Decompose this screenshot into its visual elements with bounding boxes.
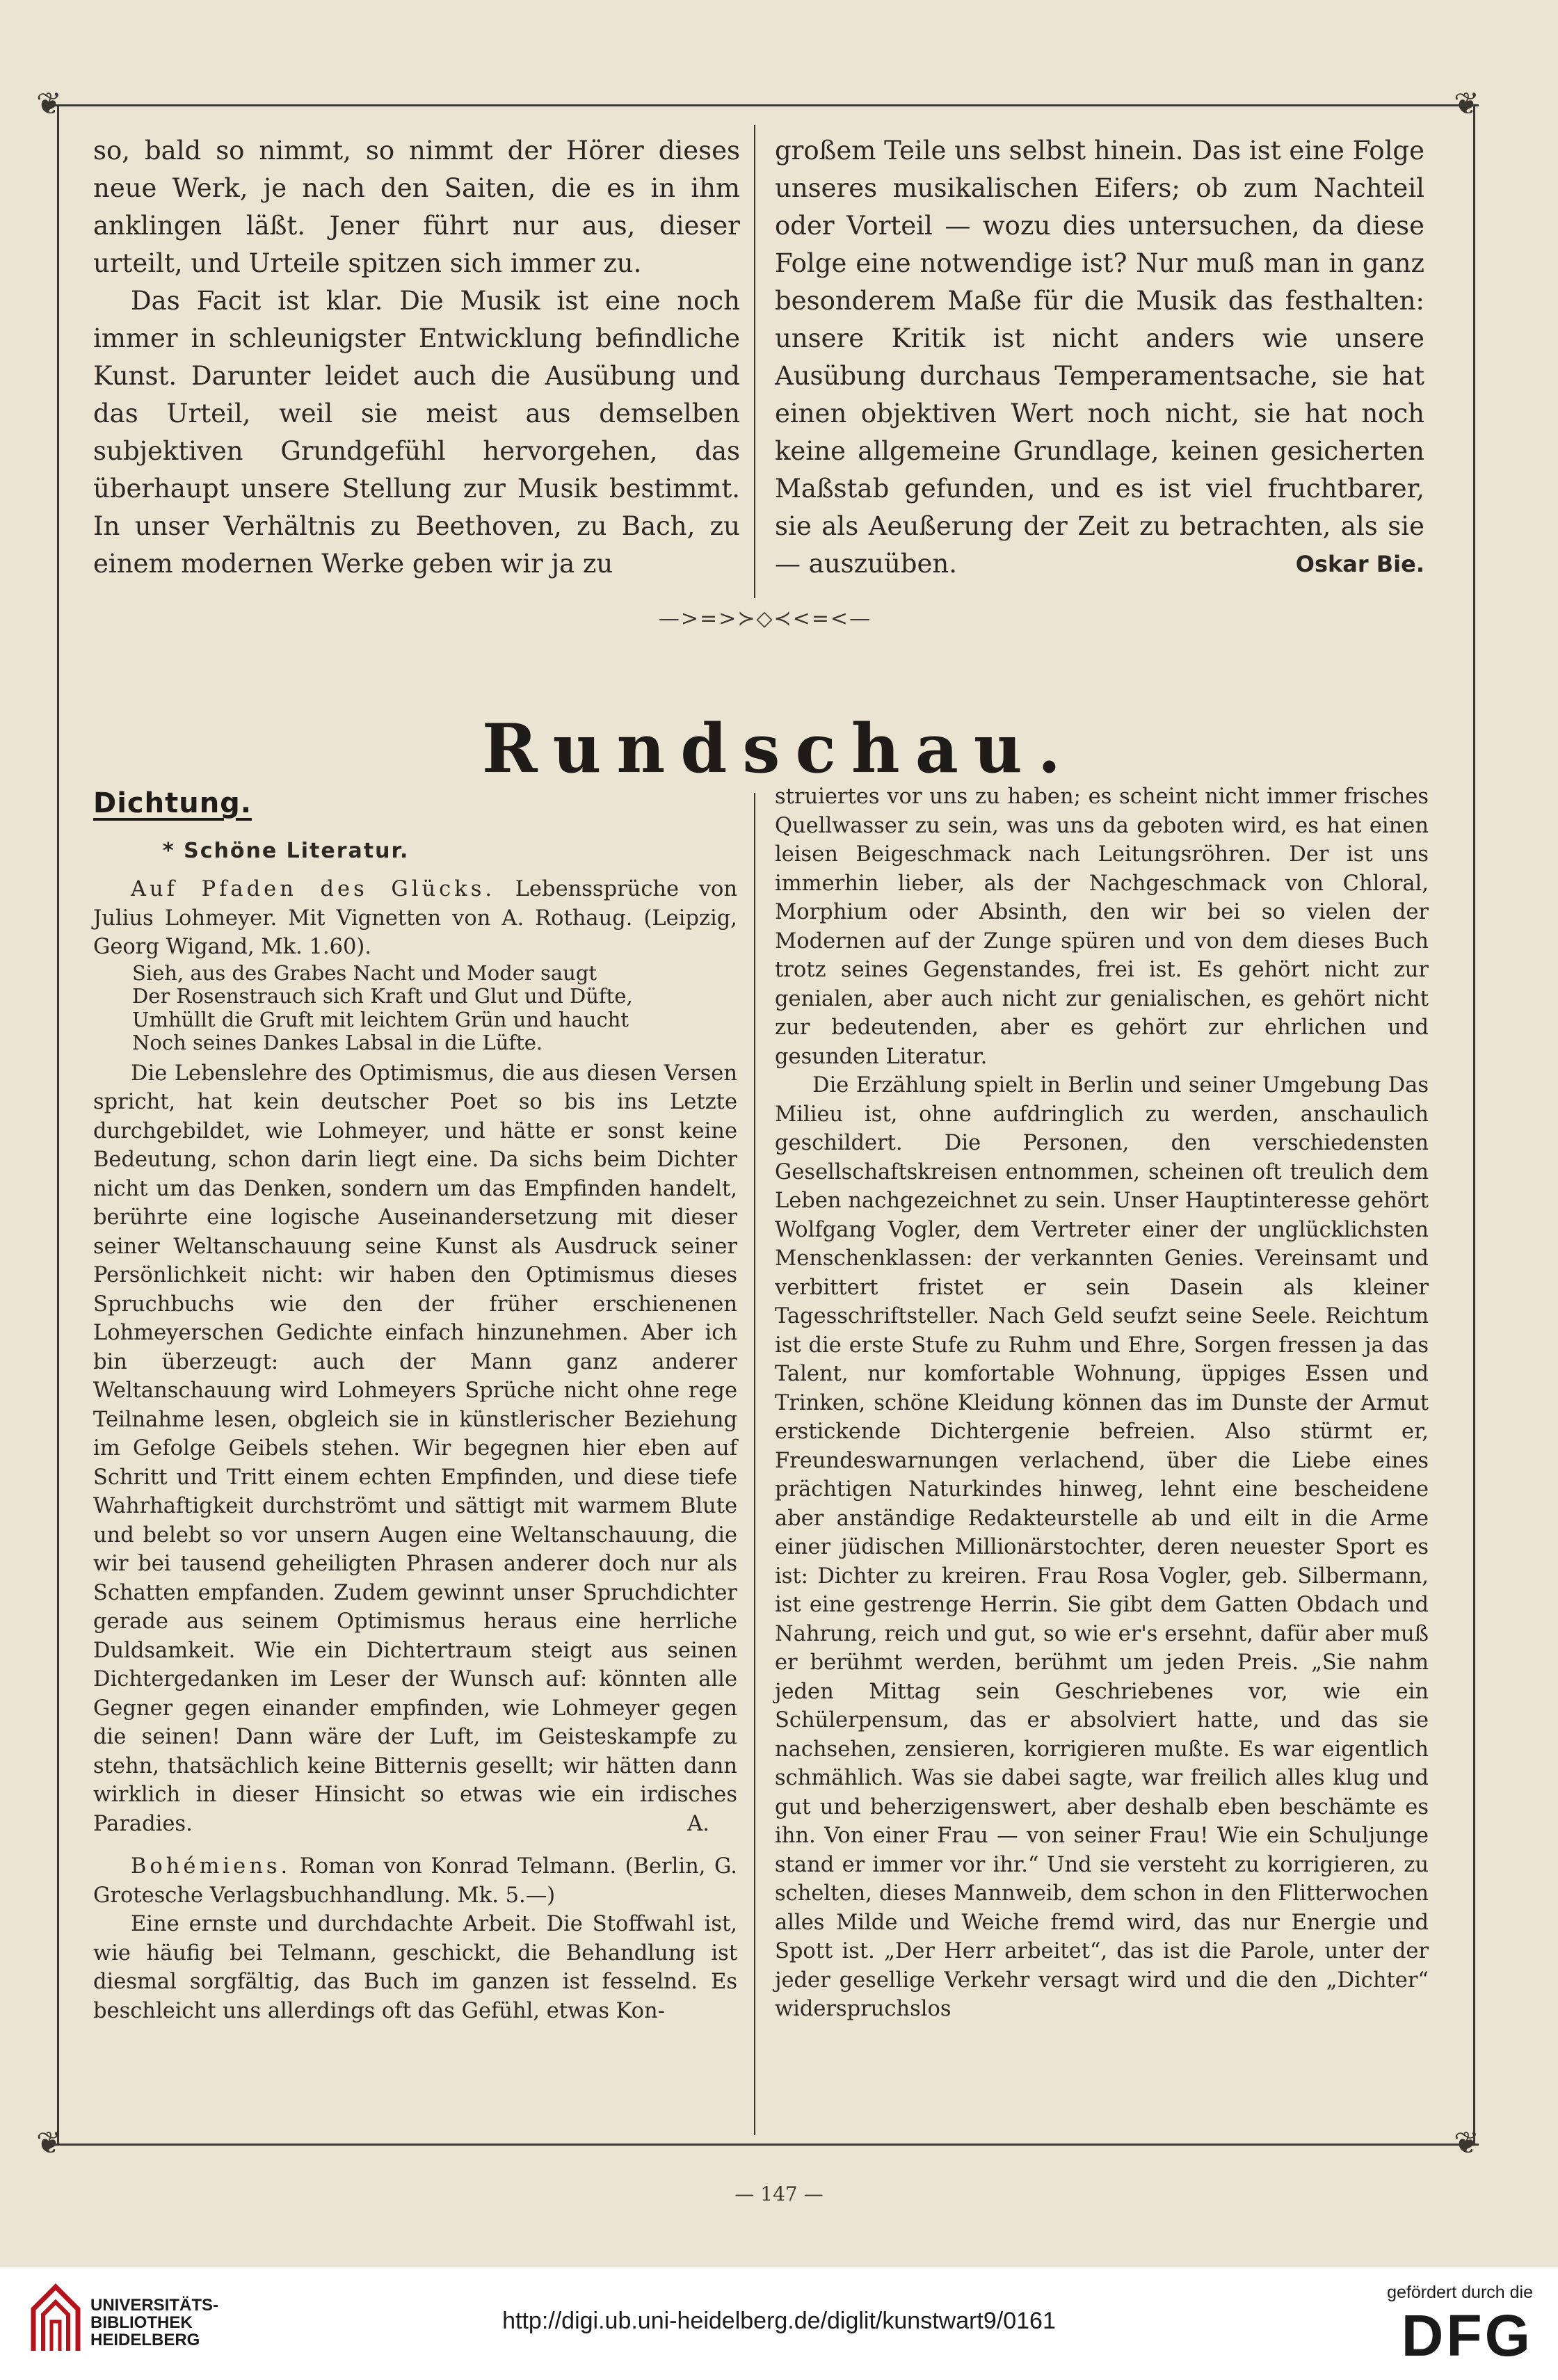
review-1-body: Die Lebenslehre des Optimismus, die aus diesen Versen spricht, hat kein deutscher Poet so bis ins Letzte durchgebildet, wie Lohmeyer, und hätte er sonst keine Bedeutung, schon darin liegt eine. Da sichs beim Dichter nicht um das Denken, sondern um das Empfinden handelt, berührte eine logische Auseinandersetzung mit dieser seiner Weltanschauung seine Kunst als Ausdruck seiner Persönlichkeit nicht: wir haben den Optimismus dieses Spruchbuchs wie den der früher erschienenen Lohmeyerschen Gedichte einfach hinzunehmen. Aber ich bin überzeugt: auch der Mann ganz anderer Weltanschauung wird Lohmeyers Sprüche nicht ohne rege Teilnahme lesen, obgleich sie in künstlerischer Beziehung im Gefolge Geibels stehen. Wir begegnen hier eben auf Schritt und Tritt einem echten Empfinden, und diese tiefe Wahrhaftigkeit durchströmt und sättigt mit warmem Blute und belebt so vor unsern Augen eine Weltanschauung, die wir bei tausend geheiligten Phrasen anderer doch nur als Schatten empfanden. Zudem gewinnt unser Spruchdichter gerade aus seinem Optimismus heraus eine herrliche Duldsamkeit. Wie ein Dichtertraum steigt aus seinen Dichtergedanken im Leser der Wunsch auf: könnten alle Gegner gegen einander empfinden, wie Lohmeyer gegen die seinen! Dann wäre der Luft, im Geisteskampfe zu stehn, thatsächlich keine Bitternis gesellt; wir hätten dann wirklich in dieser Hinsicht so etwas wie ein irdisches Paradies.: [93, 1061, 737, 1836]
review-2-meta: Roman von Konrad Telmann. (Berlin, G. Grotesche Verlagsbuchhandlung. Mk. 5.—): [93, 1854, 737, 1908]
top-left-column: [93, 132, 740, 583]
body-column-divider: [754, 793, 755, 2135]
corner-ornament-bottom-left-icon: ❦: [36, 2125, 62, 2161]
poem-line: Umhüllt die Gruft mit leichtem Grün und haucht: [132, 1007, 629, 1031]
frame-bottom-rule: [54, 2144, 1479, 2146]
permalink-url[interactable]: http://digi.ub.uni-heidelberg.de/diglit/kunstwart9/0161: [502, 2308, 1056, 2334]
review-2-title: Bohémiens.: [131, 1854, 291, 1879]
frame-right-rule: [1473, 104, 1475, 2146]
review-1-title: Auf Pfaden des Glücks.: [131, 877, 496, 901]
corner-ornament-top-right-icon: ❦: [1454, 86, 1479, 122]
right-body-column: [775, 782, 1429, 2024]
dfg-logo-icon: DFG: [1401, 2303, 1533, 2368]
frame-left-rule: [57, 104, 59, 2146]
review-1-signature: A.: [687, 1811, 709, 1836]
corner-ornament-bottom-right-icon: ❦: [1454, 2125, 1479, 2161]
ornamental-divider: —>=>≻◇≺<=<—: [658, 606, 872, 631]
frame-top-rule: [54, 104, 1479, 106]
dfg-funding-label: gefördert durch die: [1387, 2283, 1533, 2302]
review-2-body: Eine ernste und durchdachte Arbeit. Die Stoffwahl ist, wie häufig bei Telmann, geschickt, die Behandlung ist diesmal sorgfältig, das Buch im ganzen ist fesselnd. Es beschleicht uns allerdings oft das Gefühl, etwas Kon-: [93, 1912, 737, 2023]
top-left-paragraph-2: Das Facit ist klar. Die Musik ist eine noch immer in schleunigster Entwicklung befindliche Kunst. Darunter leidet auch die Ausübung und das Urteil, weil sie meist aus demselben subjektiven Grundgefühl hervorgehen, das überhaupt unsere Stellung zur Musik bestimmt. In unser Verhältnis zu Beethoven, zu Bach, zu einem modernen Werke geben wir ja zu: [93, 286, 740, 579]
top-right-paragraph: großem Teile uns selbst hinein. Das ist eine Folge unseres musikalischen Eifers; ob zum Nachteil oder Vorteil — wozu dies untersuchen, da diese Folge eine notwendige ist? Nur muß man in ganz besonderem Maße für die Musik das festhalten: unsere Kritik ist nicht anders wie unsere Ausübung durchaus Temperamentsache, sie hat einen objektiven Wert noch nicht, sie hat noch keine allgemeine Grundlage, keinen gesicherten Maßstab gefunden, und es ist viel fruchtbarer, sie als Aeußerung der Zeit zu betrachten, als sie — auszuüben.: [775, 136, 1424, 579]
section-heading: Dichtung.: [93, 787, 252, 819]
review-1-meta: Lebenssprüche von Julius Lohmeyer. Mit Vignetten von A. Rothaug. (Leipzig, Georg Wigand, Mk. 1.60).: [93, 877, 738, 959]
library-name-line: UNIVERSITÄTS-: [90, 2296, 219, 2315]
library-name-line: HEIDELBERG: [90, 2331, 200, 2349]
sub-heading: * Schöne Literatur.: [163, 838, 410, 863]
page-title: Rundschau.: [481, 709, 1077, 788]
poem-line: Der Rosenstrauch sich Kraft und Glut und Düfte,: [132, 984, 633, 1008]
author-signature: Oskar Bie.: [1295, 551, 1424, 577]
library-name-line: BIBLIOTHEK: [90, 2313, 193, 2332]
page-number: — 147 —: [734, 2182, 824, 2205]
review-2-paragraph-2: Die Erzählung spielt in Berlin und seiner Umgebung Das Milieu ist, ohne aufdringlich zu werden, anschaulich geschildert. Die Personen, den verschiedensten Gesellschaftskreisen entnommen, scheinen oft treulich dem Leben nachgezeichnet zu sein. Unser Hauptinteresse gehört Wolfgang Vogler, dem Vertreter einer der unglücklichsten Menschenklassen: der verkannten Genies. Vereinsamt und verbittert fristet er sein Dasein als kleiner Tagesschriftsteller. Nach Geld seufzt seine Seele. Reichtum ist die erste Stufe zu Ruhm und Ehre, Sorgen fressen ja das Talent, nur komfortable Wohnung, üppiges Essen und Trinken, schöne Kleidung können das im Dunste der Armut erstickende Dichtergenie befreien. Also stürmt er, Freundeswarnungen verlachend, über die Liebe eines prächtigen Naturkindes hinweg, lehnt eine bescheidene aber anständige Redakteurstelle ab und eilt in die Arme einer jüdischen Millionärstochter, deren neuester Sport es ist: Dichter zu kreiren. Frau Rosa Vogler, geb. Silbermann, ist eine gestrenge Herrin. Sie gibt dem Gatten Obdach und Nahrung, reich und gut, so wie er's ersehnt, dafür aber muß er berühmt werden, berühmt um jeden Preis. „Sie nahm jeden Mittag sein Geschriebenes vor, wie ein Schülerpensum, das er absolviert hatte, und das sie nachsehen, zensieren, korrigieren mußte. Es war eigentlich schmählich. Was sie dabei sagte, war freilich alles klug und gut und beherzigenswert, aber deshalb eben beschämte es ihn. Von einer Frau — von seiner Frau! Wie ein Schuljunge stand er immer vor ihr.“ Und sie versteht zu korrigieren, zu schelten, dieses Mannweib, dem schon in den Flitterwochen alles Milde und Weiche fremd wird, das nur Energie und Spott ist. „Der Herr arbeitet“, das ist die Parole, unter der jeder gesellige Verkehr versagt wird und die den „Dichter“ widerspruchslos: [775, 1073, 1429, 2021]
top-right-column: [775, 132, 1424, 583]
poem-line: Sieh, aus des Grabes Nacht und Moder saugt: [132, 960, 597, 985]
review-2-continuation: struiertes vor uns zu haben; es scheint nicht immer frisches Quellwasser zu sein, was uns da geboten wird, es hat einen leisen Beigeschmack nach Leitungsröhren. Der ist uns immerhin lieber, als der Nachgeschmack von Chloral, Morphium oder Absinth, den wir bei so vielen der Modernen auf der Zunge spüren und von dem dieses Buch trotz seines Gegenstandes, frei ist. Es gehört nicht zur genialen, aber auch nicht zur genialischen, es gehört nicht zur bedeutenden, aber es gehört zur ehrlichen und gesunden Literatur.: [775, 785, 1429, 1069]
corner-ornament-top-left-icon: ❦: [36, 86, 62, 122]
poem-quote: [93, 962, 737, 1055]
top-left-paragraph-1: so, bald so nimmt, so nimmt der Hörer dieses neue Werk, je nach den Saiten, die es in ihm anklingen läßt. Jener führt nur aus, dieser urteilt, und Urteile spitzen sich immer zu.: [93, 136, 740, 278]
footer-bar: [0, 2267, 1558, 2380]
review-1-header: [93, 875, 737, 962]
top-column-divider: [754, 125, 755, 598]
left-body-column: [93, 789, 737, 2025]
poem-line: Noch seines Dankes Labsal in die Lüfte.: [132, 1031, 543, 1054]
review-2-header: [93, 1852, 737, 1910]
